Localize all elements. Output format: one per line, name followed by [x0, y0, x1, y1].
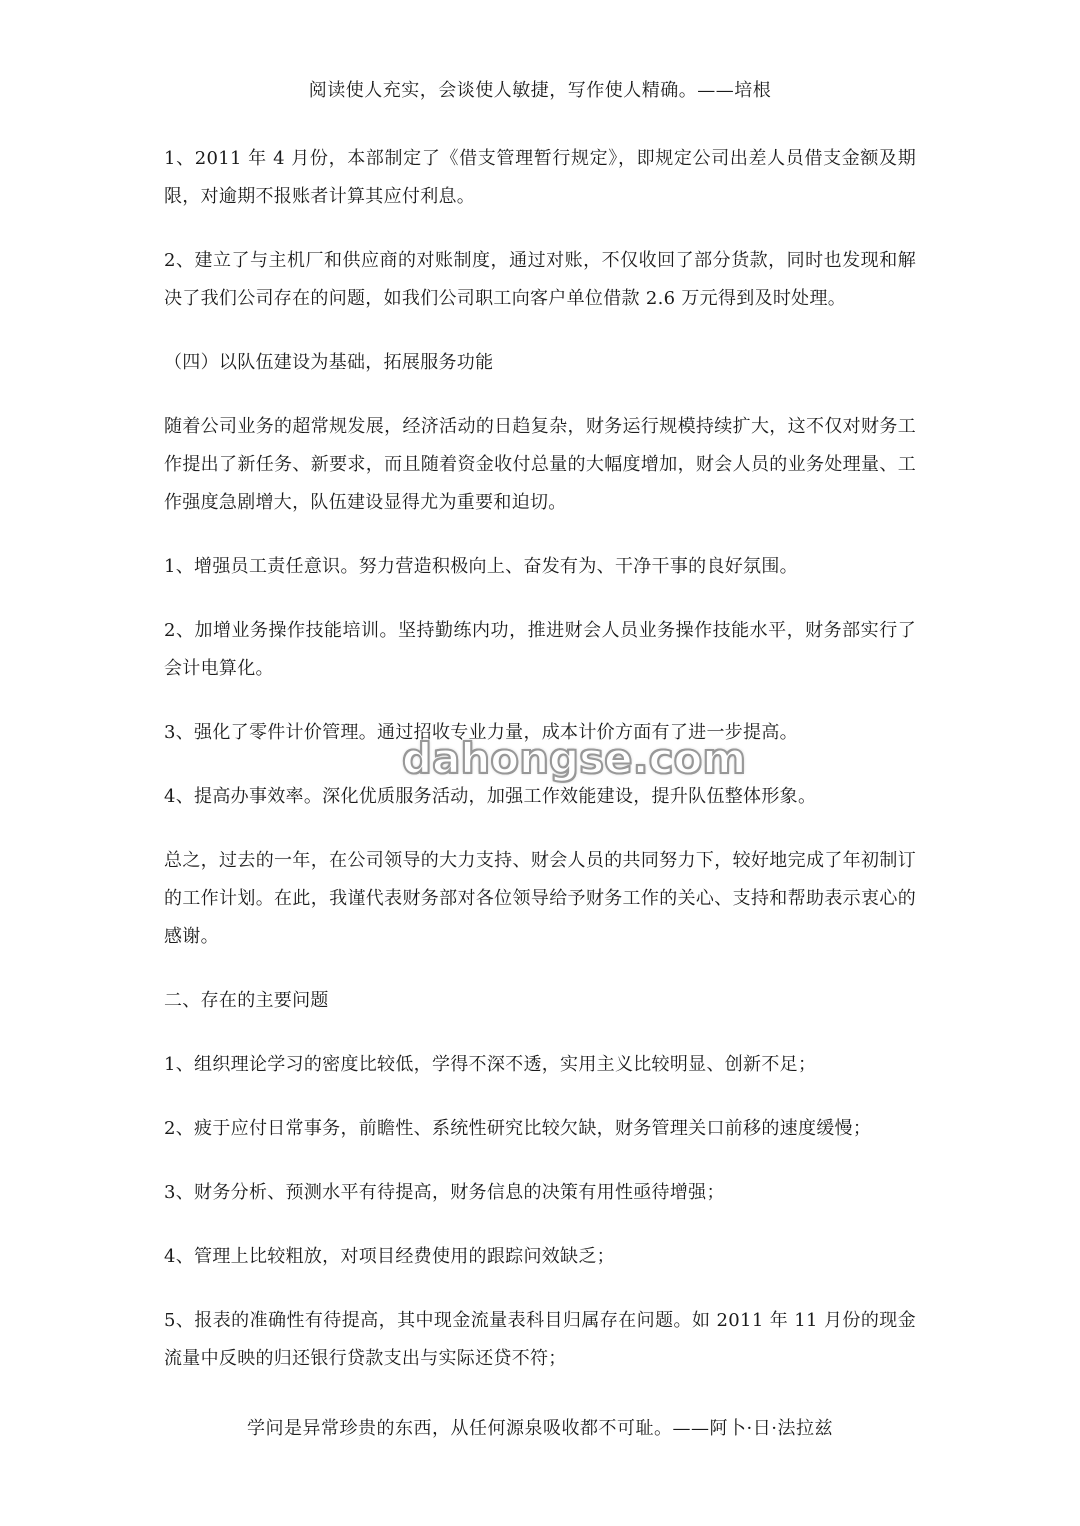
paragraph-item-3: 3、强化了零件计价管理。通过招收专业力量，成本计价方面有了进一步提高。	[164, 722, 798, 743]
paragraph-item-1: 1、增强员工责任意识。努力营造积极向上、奋发有为、干净干事的良好氛围。	[164, 556, 798, 577]
problem-item-2: 2、疲于应付日常事务，前瞻性、系统性研究比较欠缺，财务管理关口前移的速度缓慢；	[164, 1118, 872, 1139]
section-heading-problems: 二、存在的主要问题	[164, 990, 329, 1011]
paragraph-summary: 总之，过去的一年，在公司领导的大力支持、财会人员的共同努力下，较好地完成了年初制订的工作计划。在此，我谨代表财务部对各位领导给予财务工作的关心、支持和帮助表示衷心的感谢。	[164, 850, 916, 947]
section-heading-4: （四）以队伍建设为基础，拓展服务功能	[164, 352, 494, 373]
paragraph-item-4: 4、提高办事效率。深化优质服务活动，加强工作效能建设，提升队伍整体形象。	[164, 786, 817, 807]
paragraph-team-intro: 随着公司业务的超常规发展，经济活动的日趋复杂，财务运行规模持续扩大，这不仅对财务工作提出了新任务、新要求，而且随着资金收付总量的大幅度增加，财会人员的业务处理量、工作强度急剧增大，队伍建设显得尤为重要和迫切。	[164, 416, 916, 513]
paragraph-2: 2、建立了与主机厂和供应商的对账制度，通过对账，不仅收回了部分货款，同时也发现和解决了我们公司存在的问题，如我们公司职工向客户单位借款 2.6 万元得到及时处理。	[164, 250, 916, 309]
paragraph-item-2: 2、加增业务操作技能培训。坚持勤练内功，推进财会人员业务操作技能水平，财务部实行了会计电算化。	[164, 620, 916, 679]
problem-item-5: 5、报表的准确性有待提高，其中现金流量表科目归属存在问题。如 2011 年 11 月份的现金流量中反映的归还银行贷款支出与实际还贷不符；	[164, 1310, 916, 1369]
watermark: dahongse.com	[402, 734, 747, 783]
problem-item-3: 3、财务分析、预测水平有待提高，财务信息的决策有用性亟待增强；	[164, 1182, 725, 1203]
footer-quote: 学问是异常珍贵的东西，从任何源泉吸收都不可耻。——阿卜·日·法拉兹	[247, 1418, 833, 1439]
problem-item-1: 1、组织理论学习的密度比较低，学得不深不透，实用主义比较明显、创新不足；	[164, 1054, 817, 1075]
problem-item-4: 4、管理上比较粗放，对项目经费使用的跟踪问效缺乏；	[164, 1246, 615, 1267]
document-body	[164, 140, 916, 1404]
header-quote: 阅读使人充实，会谈使人敏捷，写作使人精确。——培根	[308, 80, 772, 101]
paragraph-1: 1、2011 年 4 月份，本部制定了《借支管理暂行规定》，即规定公司出差人员借支金额及期限，对逾期不报账者计算其应付利息。	[164, 148, 916, 207]
